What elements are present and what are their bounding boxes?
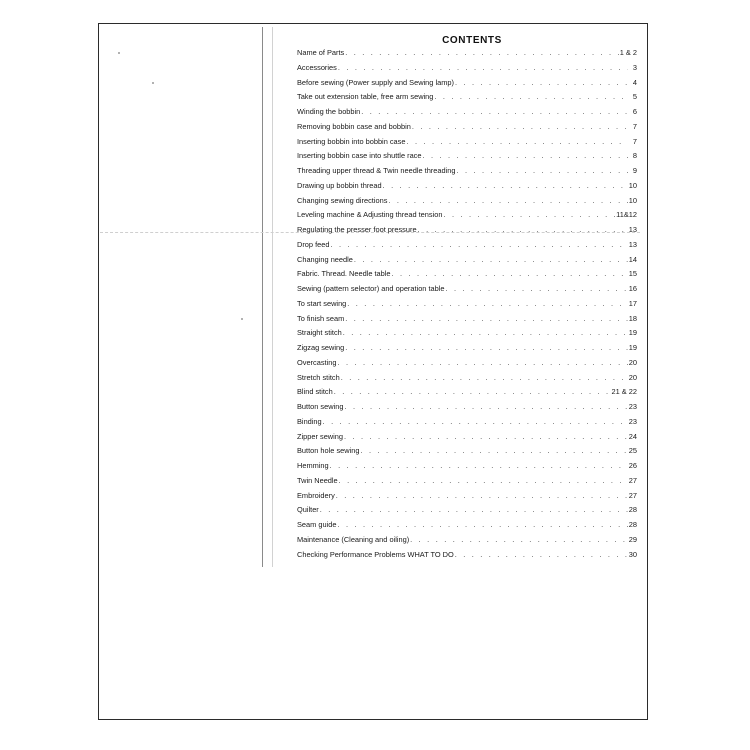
toc-dot-leader: [320, 505, 628, 514]
toc-entry-page: 9: [632, 166, 637, 175]
toc-entry-page: 17: [628, 298, 637, 308]
toc-entry-label: Winding the bobbin: [297, 107, 361, 116]
toc-dot-leader: [343, 328, 628, 337]
toc-entry-page: 23: [628, 402, 637, 411]
toc-entry: [297, 505, 637, 520]
toc-entry-label: Straight stitch: [297, 328, 342, 338]
toc-dot-leader: [337, 358, 627, 367]
toc-entry-page: 19: [628, 343, 637, 352]
toc-entry-page: 20: [628, 372, 637, 382]
toc-dot-leader: [455, 550, 628, 559]
toc-entry-label: Quilter: [297, 505, 319, 515]
toc-dot-leader: [338, 63, 628, 72]
toc-entry-label: Regulating the presser foot pressure: [297, 225, 417, 234]
toc-entry: [297, 137, 637, 152]
toc-entry-page: 4: [632, 77, 637, 87]
toc-entry-label: Accessories: [297, 62, 337, 72]
toc-entry-page: 21 & 22: [611, 387, 637, 397]
toc-entry: [297, 240, 637, 255]
toc-entry-page: 28: [628, 520, 637, 529]
toc-entry-page: 3: [632, 62, 637, 72]
toc-dot-leader: [361, 107, 628, 116]
scan-speck: [118, 52, 120, 54]
toc-entry: [297, 166, 637, 181]
toc-dot-leader: [344, 432, 628, 441]
scan-speck: [241, 318, 243, 320]
toc-entry-page: 16: [628, 284, 637, 293]
toc-dot-leader: [330, 461, 628, 470]
binding-gutter-shadow: [272, 27, 273, 567]
toc-dot-leader: [341, 373, 628, 382]
toc-entry-page: 24: [628, 431, 637, 441]
toc-entry: [297, 107, 637, 122]
toc-entry-label: Inserting bobbin case into shuttle race: [297, 151, 422, 161]
toc-entry: [297, 373, 637, 388]
toc-dot-leader: [344, 402, 627, 411]
toc-entry: [297, 358, 637, 373]
toc-dot-leader: [392, 269, 628, 278]
toc-entry-page: 7: [632, 136, 637, 146]
toc-entry-page: 6: [632, 107, 637, 116]
toc-dot-leader: [383, 181, 628, 190]
toc-entry-page: 19: [628, 328, 637, 338]
toc-entry-label: Binding: [297, 416, 322, 426]
toc-entry: [297, 269, 637, 284]
toc-entry-label: Fabric. Thread. Needle table: [297, 269, 391, 279]
toc-entry-label: Removing bobbin case and bobbin: [297, 121, 411, 131]
toc-entry-label: Sewing (pattern selector) and operation table: [297, 284, 445, 293]
contents-title: CONTENTS: [442, 35, 502, 46]
toc-dot-leader: [443, 210, 615, 219]
toc-dot-leader: [446, 284, 628, 293]
toc-entry-label: Button sewing: [297, 402, 344, 411]
toc-entry-label: Checking Performance Problems WHAT TO DO: [297, 549, 454, 559]
toc-entry: [297, 476, 637, 491]
toc-entry-label: Zigzag sewing: [297, 343, 345, 352]
toc-entry-page: 14: [628, 254, 637, 264]
toc-entry-page: 13: [628, 239, 637, 249]
toc-entry-page: 20: [628, 357, 637, 367]
toc-dot-leader: [412, 122, 628, 131]
toc-dot-leader: [456, 166, 628, 175]
toc-entry-page: 8: [632, 151, 637, 161]
toc-entry-page: 1 & 2: [619, 48, 637, 57]
toc-entry-page: 15: [628, 269, 637, 279]
toc-entry: [297, 284, 637, 299]
toc-entry-page: 23: [628, 416, 637, 426]
toc-entry: [297, 122, 637, 137]
toc-entry-label: To start sewing: [297, 298, 347, 308]
toc-entry-label: To finish seam: [297, 313, 345, 323]
toc-entry-page: 10: [628, 195, 637, 205]
toc-entry: [297, 181, 637, 196]
toc-entry-label: Twin Needle: [297, 475, 338, 485]
toc-entry: [297, 78, 637, 93]
toc-dot-leader: [345, 314, 628, 323]
toc-entry-label: Blind stitch: [297, 387, 333, 397]
scan-speck: [152, 82, 154, 84]
toc-dot-leader: [330, 240, 627, 249]
toc-entry-label: Zipper sewing: [297, 431, 344, 441]
toc-entry-label: Threading upper thread & Twin needle threading: [297, 166, 456, 175]
toc-dot-leader: [339, 476, 628, 485]
toc-dot-leader: [334, 387, 611, 396]
toc-dot-leader: [360, 446, 627, 455]
toc-dot-leader: [423, 151, 629, 160]
toc-dot-leader: [336, 491, 628, 500]
toc-entry-page: 28: [628, 505, 637, 515]
toc-entry-label: Drop feed: [297, 239, 330, 249]
toc-entry-page: 18: [628, 313, 637, 323]
toc-entry-page: 27: [628, 475, 637, 485]
toc-entry: [297, 63, 637, 78]
toc-entry-page: 10: [628, 180, 637, 190]
toc-entry-label: Name of Parts: [297, 48, 345, 57]
toc-entry-label: Take out extension table, free arm sewing: [297, 92, 434, 102]
toc-dot-leader: [388, 196, 627, 205]
toc-entry: [297, 446, 637, 461]
toc-dot-leader: [434, 92, 628, 101]
toc-entry-page: 26: [628, 461, 637, 470]
toc-entry-page: 7: [632, 121, 637, 131]
toc-entry: [297, 151, 637, 166]
toc-entry-label: Drawing up bobbin thread: [297, 180, 382, 190]
toc-entry-label: Before sewing (Power supply and Sewing lamp): [297, 77, 454, 87]
toc-entry: [297, 48, 637, 63]
toc-dot-leader: [406, 137, 628, 146]
toc-dot-leader: [354, 255, 628, 264]
toc-entry-label: Maintenance (Cleaning and oiling): [297, 534, 410, 544]
toc-entry: [297, 92, 637, 107]
toc-entry: [297, 402, 637, 417]
toc-dot-leader: [345, 48, 618, 57]
toc-entry-page: 25: [628, 446, 637, 456]
binding-gutter-line: [262, 27, 263, 567]
toc-entry-label: Button hole sewing: [297, 446, 360, 456]
toc-dot-leader: [455, 78, 628, 87]
toc-entry-label: Stretch stitch: [297, 372, 340, 382]
contents-list: [297, 48, 637, 564]
toc-entry: [297, 550, 637, 565]
toc-entry: [297, 314, 637, 329]
toc-entry-page: 30: [628, 549, 637, 559]
toc-dot-leader: [337, 520, 627, 529]
toc-entry-label: Embroidery: [297, 490, 335, 500]
toc-entry: [297, 343, 637, 358]
toc-entry: [297, 387, 637, 402]
toc-entry-label: Changing needle: [297, 254, 353, 264]
toc-entry-label: Leveling machine & Adjusting thread tension: [297, 210, 443, 220]
toc-entry: [297, 432, 637, 447]
toc-dot-leader: [410, 535, 628, 544]
toc-entry: [297, 491, 637, 506]
toc-entry: [297, 520, 637, 535]
toc-entry-label: Overcasting: [297, 357, 337, 367]
toc-entry: [297, 328, 637, 343]
toc-entry-page: 29: [628, 534, 637, 544]
toc-dot-leader: [347, 299, 627, 308]
toc-entry: [297, 417, 637, 432]
toc-entry: [297, 461, 637, 476]
toc-entry: [297, 299, 637, 314]
toc-entry-label: Changing sewing directions: [297, 195, 388, 205]
toc-entry-page: 11&12: [616, 210, 637, 220]
toc-entry-page: 27: [628, 490, 637, 500]
toc-dot-leader: [323, 417, 628, 426]
toc-entry-page: 13: [628, 225, 637, 234]
toc-entry-label: Inserting bobbin into bobbin case: [297, 136, 406, 146]
toc-entry: [297, 225, 637, 240]
toc-dot-leader: [345, 343, 628, 352]
toc-dot-leader: [418, 225, 628, 234]
table-of-contents: [297, 34, 637, 564]
toc-entry: [297, 196, 637, 211]
toc-entry: [297, 535, 637, 550]
toc-entry-label: Seam guide: [297, 520, 337, 529]
toc-entry-label: Hemming: [297, 461, 329, 470]
toc-entry: [297, 210, 637, 225]
toc-entry: [297, 255, 637, 270]
toc-entry-page: 5: [632, 92, 637, 102]
